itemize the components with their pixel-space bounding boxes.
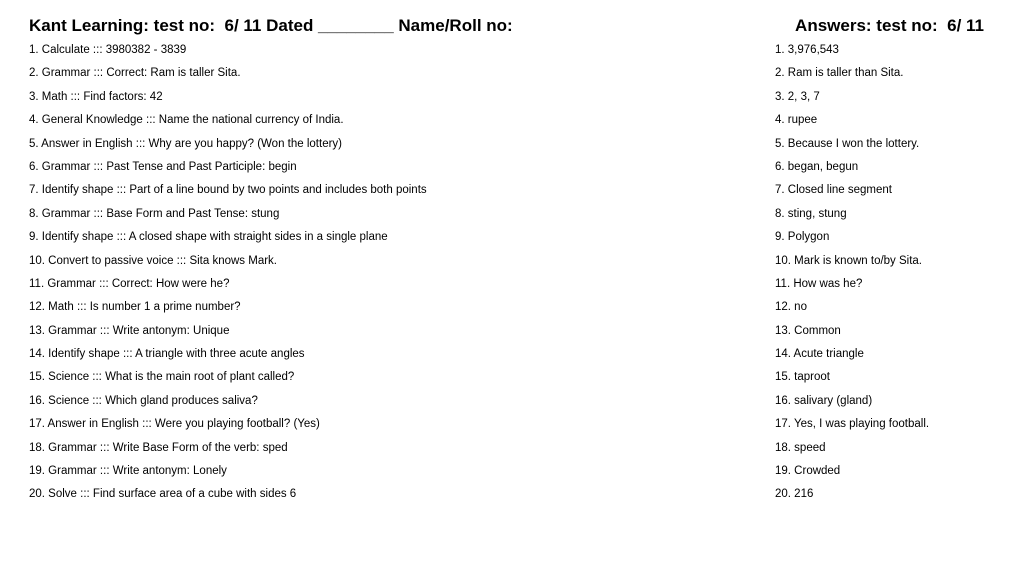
- question-item: 15. Science ::: What is the main root of plant called?: [29, 371, 295, 384]
- answer-item: 16. salivary (gland): [775, 394, 873, 407]
- answer-item: 20. 216: [775, 488, 814, 501]
- question-item: 13. Grammar ::: Write antonym: Unique: [29, 324, 230, 337]
- answer-item: 8. sting, stung: [775, 207, 847, 220]
- answer-item: 13. Common: [775, 324, 841, 337]
- answer-list: [775, 42, 1015, 510]
- answers-title: Answers: test no: 6/ 11: [795, 16, 984, 35]
- question-item: 6. Grammar ::: Past Tense and Past Participle: begin: [29, 160, 297, 173]
- question-item: 12. Math ::: Is number 1 a prime number?: [29, 301, 241, 314]
- question-item: 2. Grammar ::: Correct: Ram is taller Sita.: [29, 67, 241, 80]
- answer-item: 4. rupee: [775, 114, 818, 127]
- answer-item: 19. Crowded: [775, 465, 841, 478]
- question-item: 9. Identify shape ::: A closed shape with straight sides in a single plane: [29, 231, 388, 244]
- answer-item: 9. Polygon: [775, 231, 830, 244]
- question-item: 1. Calculate ::: 3980382 - 3839: [29, 44, 187, 56]
- question-item: 14. Identify shape ::: A triangle with three acute angles: [29, 348, 305, 361]
- answer-item: 7. Closed line segment: [775, 184, 892, 197]
- answer-item: 3. 2, 3, 7: [775, 90, 820, 103]
- question-item: 3. Math ::: Find factors: 42: [29, 90, 163, 103]
- answer-item: 1. 3,976,543: [775, 44, 839, 56]
- question-list: [29, 42, 749, 510]
- question-item: 17. Answer in English ::: Were you playing football? (Yes): [29, 418, 320, 431]
- question-item: 20. Solve ::: Find surface area of a cube with sides 6: [29, 488, 297, 501]
- question-item: 11. Grammar ::: Correct: How were he?: [29, 277, 230, 290]
- question-item: 4. General Knowledge ::: Name the national currency of India.: [29, 114, 344, 127]
- answer-item: 17. Yes, I was playing football.: [775, 418, 930, 431]
- test-title: Kant Learning: test no: 6/ 11 Dated ________ Name/Roll no:: [29, 16, 513, 35]
- answer-item: 5. Because I won the lottery.: [775, 137, 920, 150]
- answer-item: 15. taproot: [775, 371, 830, 384]
- answer-item: 12. no: [775, 301, 807, 314]
- answer-item: 11. How was he?: [775, 277, 863, 290]
- question-item: 18. Grammar ::: Write Base Form of the verb: sped: [29, 441, 288, 454]
- question-item: 5. Answer in English ::: Why are you happy? (Won the lottery): [29, 137, 342, 150]
- answer-item: 14. Acute triangle: [775, 348, 864, 361]
- answer-item: 2. Ram is taller than Sita.: [775, 67, 904, 80]
- question-item: 16. Science ::: Which gland produces saliva?: [29, 394, 258, 407]
- answer-item: 10. Mark is known to/by Sita.: [775, 254, 923, 267]
- question-item: 7. Identify shape ::: Part of a line bound by two points and includes both points: [29, 184, 427, 197]
- answer-item: 18. speed: [775, 441, 826, 454]
- question-item: 19. Grammar ::: Write antonym: Lonely: [29, 465, 227, 478]
- question-item: 8. Grammar ::: Base Form and Past Tense: stung: [29, 207, 280, 220]
- question-item: 10. Convert to passive voice ::: Sita knows Mark.: [29, 254, 277, 267]
- answer-item: 6. began, begun: [775, 160, 859, 173]
